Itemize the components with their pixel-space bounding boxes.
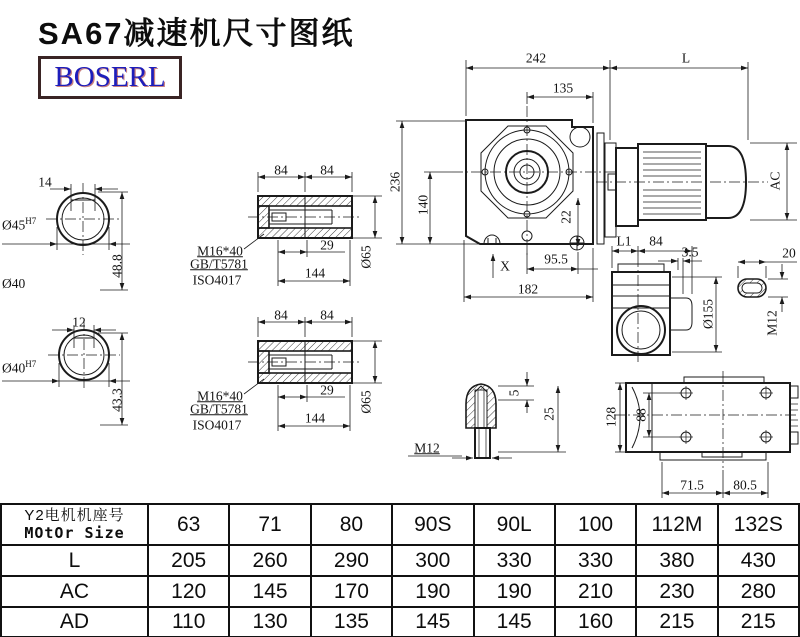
table-col-header: 112M bbox=[635, 505, 716, 544]
table-cell: 145 bbox=[473, 606, 554, 636]
dim-side-L1: L1 bbox=[616, 233, 632, 249]
table-cell: 215 bbox=[717, 606, 798, 636]
table-cell: 300 bbox=[391, 544, 472, 575]
motor-size-table bbox=[0, 503, 800, 637]
label-shaft1-std-iso: ISO4017 bbox=[192, 272, 242, 288]
dim-dia-40: Ø40 bbox=[2, 276, 26, 291]
dim-shaft2-seg-b: 84 bbox=[320, 307, 334, 323]
dim-bore-dia-40: $Ø40^{H7}$ bbox=[2, 359, 37, 376]
dim-plug-5: 5 bbox=[506, 389, 522, 397]
table-col-header: 71 bbox=[228, 505, 309, 544]
table-row-header bbox=[2, 505, 147, 544]
table-cell: 330 bbox=[554, 544, 635, 575]
table-cell: 205 bbox=[147, 544, 228, 575]
table-cell: 290 bbox=[310, 544, 391, 575]
table-col-header: 90L bbox=[473, 505, 554, 544]
table-cell: 230 bbox=[635, 575, 716, 606]
page-title: SA67减速机尺寸图纸 bbox=[38, 16, 355, 51]
label-shaft1-bolt: M16*40 bbox=[197, 243, 243, 259]
dim-main-AC: AC bbox=[767, 171, 783, 191]
table-cell: 145 bbox=[391, 606, 472, 636]
dim-bore-dia-45: $Ø45^{H7}$ bbox=[2, 216, 37, 233]
key-slot-detail bbox=[738, 262, 797, 312]
dim-shaft1-dia-65: Ø65 bbox=[358, 245, 374, 269]
dim-main-236: 236 bbox=[387, 171, 403, 193]
dim-main-955: 95.5 bbox=[544, 251, 568, 267]
gearbox-bottom-view bbox=[614, 371, 798, 498]
dim-bottom-88: 88 bbox=[633, 408, 649, 422]
table-col-header: 90S bbox=[391, 505, 472, 544]
table-cell: 135 bbox=[310, 606, 391, 636]
dim-shaft1-total-144: 144 bbox=[304, 265, 326, 281]
table-row-label: AD bbox=[2, 606, 147, 636]
label-shaft1-std-gb: GB/T5781 bbox=[190, 256, 248, 272]
dim-bottom-805: 80.5 bbox=[733, 477, 757, 493]
dim-side-84: 84 bbox=[649, 233, 663, 249]
table-cell: 170 bbox=[310, 575, 391, 606]
table-cell: 210 bbox=[554, 575, 635, 606]
table-header-en: MOtOr Size bbox=[24, 523, 125, 542]
dim-shaft1-seg-a: 84 bbox=[274, 162, 288, 178]
dim-main-140: 140 bbox=[415, 194, 431, 216]
table-cell: 145 bbox=[228, 575, 309, 606]
table-header-cn: Y2电机机座号 bbox=[24, 507, 125, 525]
table-cell: 190 bbox=[391, 575, 472, 606]
dim-slot-20: 20 bbox=[782, 245, 796, 261]
dim-shaft2-dia-65: Ø65 bbox=[358, 390, 374, 414]
dim-shaft2-key-29: 29 bbox=[320, 382, 334, 398]
dim-side-35: 3.5 bbox=[681, 244, 699, 260]
dim-shaft1-key-29: 29 bbox=[320, 237, 334, 253]
dim-bottom-715: 71.5 bbox=[680, 477, 704, 493]
table-cell: 110 bbox=[147, 606, 228, 636]
table-cell: 160 bbox=[554, 606, 635, 636]
dim-main-L: L bbox=[681, 50, 691, 66]
dim-main-135: 135 bbox=[552, 80, 574, 96]
label-shaft2-std-iso: ISO4017 bbox=[192, 417, 242, 433]
brand-logo: BOSERL bbox=[38, 56, 182, 99]
table-cell: 330 bbox=[473, 544, 554, 575]
dim-main-182: 182 bbox=[517, 281, 539, 297]
dim-plug-M12: M12 bbox=[414, 440, 440, 456]
table-col-header: 63 bbox=[147, 505, 228, 544]
table-row-label: AC bbox=[2, 575, 147, 606]
dim-shaft1-seg-b: 84 bbox=[320, 162, 334, 178]
dim-main-242: 242 bbox=[525, 50, 547, 66]
dim-slot-M12: M12 bbox=[764, 310, 780, 336]
table-row-label: L bbox=[2, 544, 147, 575]
table-cell: 260 bbox=[228, 544, 309, 575]
label-main-X: X bbox=[500, 258, 510, 274]
label-shaft2-std-gb: GB/T5781 bbox=[190, 401, 248, 417]
table-col-header: 100 bbox=[554, 505, 635, 544]
gearbox-motor-front-view bbox=[396, 60, 797, 302]
dim-shaft2-seg-a: 84 bbox=[274, 307, 288, 323]
label-shaft2-bolt: M16*40 bbox=[197, 388, 243, 404]
dim-height-488: 48.8 bbox=[109, 254, 125, 278]
table-cell: 380 bbox=[635, 544, 716, 575]
table-cell: 215 bbox=[635, 606, 716, 636]
table-col-header: 80 bbox=[310, 505, 391, 544]
dim-side-155: Ø155 bbox=[700, 299, 716, 329]
dim-shaft2-total-144: 144 bbox=[304, 410, 326, 426]
dim-main-22: 22 bbox=[558, 210, 574, 224]
table-cell: 280 bbox=[717, 575, 798, 606]
dim-bottom-128: 128 bbox=[603, 406, 619, 428]
table-col-header: 132S bbox=[717, 505, 798, 544]
dim-keyway-width-14: 14 bbox=[38, 174, 52, 190]
table-cell: 130 bbox=[228, 606, 309, 636]
dim-height-433: 43.3 bbox=[109, 388, 125, 412]
table-cell: 430 bbox=[717, 544, 798, 575]
table-cell: 120 bbox=[147, 575, 228, 606]
dim-plug-25: 25 bbox=[541, 407, 557, 421]
dim-keyway-width-12: 12 bbox=[72, 314, 86, 330]
table-cell: 190 bbox=[473, 575, 554, 606]
